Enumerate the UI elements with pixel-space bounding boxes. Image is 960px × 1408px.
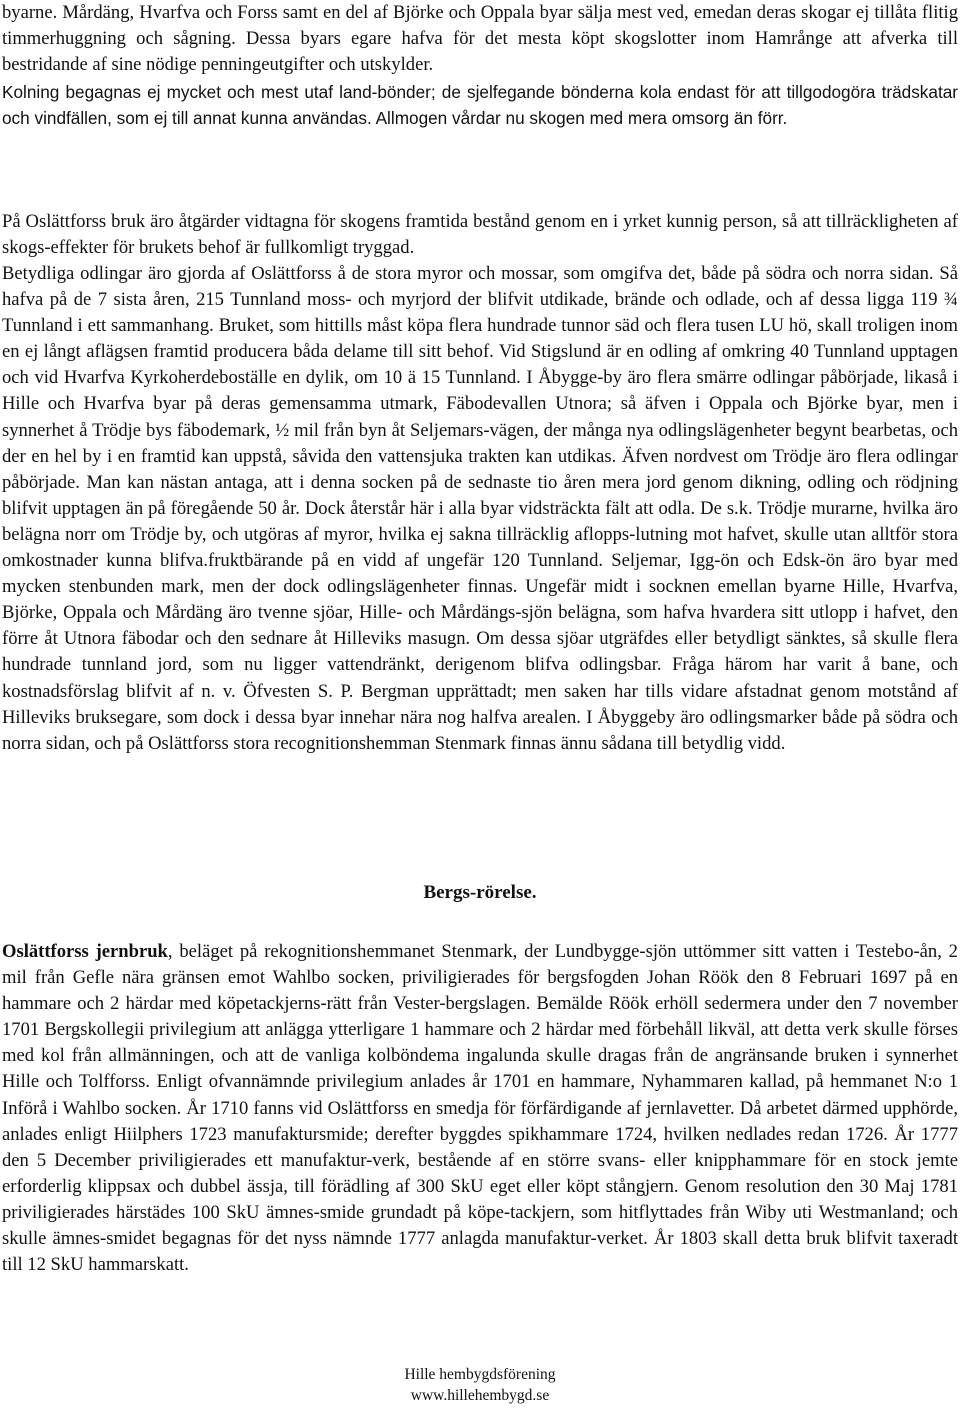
page-footer [0,1364,960,1406]
paragraph-top: byarne. Mårdäng, Hvarfva och Forss samt en del af Björke och Oppala byar sälja mest ved, emedan deras skogar ej tillåta flitig timmerhuggning och sågning. Dessa byars egare hafva för det mesta köpt skogslotter inom Hamrånge att afverka till bestridande af sine nödige penningeutgifter och utskylder. [2,2,958,76]
paragraph-jernbruk-body: , beläget på rekognitionshemmanet Stenmark, der Lundbygge-sjön uttömmer sitt vatten i Testebo-ån, 2 mil från Gefle nära gränsen emot Wahlbo socken, priviligierades för bergsfogden Johan Röök den 8 Februari 1697 på en hammare och 2 härdar med köpetackjerns-rätt från Vester-bergslagen. Bemälde Röök erhöll sedermera under den 7 november 1701 Bergskollegii privilegium att anlägga ytterligare 1 hammare och 2 härdar med förbehåll likväl, att detta verk skulle förses med kol från allmänningen, och att de vanliga kolböndema ingalunda skulle dragas från de angränsande bruken i synnerhet Hille och Tolfforss. Enligt ofvannämnde privilegium anlades år 1701 en hammare, Nyhammaren kallad, på hemmanet N:o 1 Införå i Wahlbo socken. År 1710 fanns vid Oslättforss en smedja för förfärdigande af jernlavetter. Då arbetet därmed upphörde, anlades enligt Hiilphers 1723 manufaktursmide; derefter byggdes spikhammare 1724, hvilken nedlades redan 1726. År 1777 den 5 December priviligierades ett manufaktur-verk, bestående af en större svans- eller knipphammare för en stock jemte erforderlig klippsax och dubbel ässja, till förädling af 300 SkU eget eller köpt stångjern. Genom resolution den 30 Maj 1781 priviligierades härstädes 100 SkU ämnes-smide grundadt på köpe-tackjern, som hitflyttades från Wiby uti Westmanland; och skulle ämnes-smidet begagnas för det nyss nämnde 1777 anlagda manufaktur-verket. År 1803 skall detta bruk blifvit taxeradt till 12 SkU hammarskatt. [2,941,958,1276]
paragraph-jernbruk [2,939,958,1278]
paragraph-jernbruk-lead: Oslättforss jernbruk [2,941,168,962]
paragraph-kolning: Kolning begagnas ej mycket och mest utaf land-bönder; de sjelfegande bönderna kola endast för att tillgodogöra trädskatar och vindfällen, som ej till annat kunna användas. Allmogen vårdar nu skogen med mera omsorg än förr. [2,82,958,129]
footer-url: www.hillehembygd.se [410,1387,550,1404]
paragraph-oslattforss-skog: På Oslättforss bruk äro åtgärder vidtagna för skogens framtida bestånd genom en i yrket kunnig person, så att tillräckligheten af skogs-effekter för brukets behof är fullkomligt tryggad. [2,211,958,259]
paragraph-odlingar: Betydliga odlingar äro gjorda af Oslättforss å de stora myror och mossar, som omgifva det, både på södra och norra sidan. Så hafva på de 7 sista åren, 215 Tunnland moss- och myrjord der blifvit utdikade, brände och odlade, och af dessa ligga 119 ¾ Tunnland i ett sammanhang. Bruket, som hittills måst köpa flera hundrade tunnor säd och flera tusen LU hö, skall troligen inom en ej långt aflägsen framtid producera båda delame till sitt behof. Vid Stigslund är en odling af omkring 40 Tunnland upptagen och vid Hvarfva Kyrkoherdeboställe en dylik, om 10 ä 15 Tunnland. I Åbygge-by äro flera smärre odlingar påbörjade, likaså i Hille och Hvarfva byar på deras gemensamma utmark, Fäbodevallen Utnora; så äfven i Oppala och Björke byar, men i synnerhet å Trödje bys fäbodemark, ½ mil från byn åt Seljemars-vägen, der många nya odlingslägenheter begynt bearbetas, och der en hel by i en framtid kan uppstå, såvida den vattensjuka trakten kan utdikas. Äfven nordvest om Trödje äro flera odlingar påbörjade. Man kan nästan antaga, att i denna socken på de sednaste tio åren mera jord genom dikning, odling och rödjning blifvit upptagen än på föregående 50 år. Dock återstår här i alla byar vidsträckta fält att odla. De s.k. Trödje murarne, hvilka äro belägna norr om Trödje by, och utgöras af myror, hvilka ej sakna tillräcklig aflopps-lutning mot hafvet, skulle utan alltför stora omkostnader kunna blifva.fruktbärande på en vidd af ungefär 120 Tunnland. Seljemar, Igg-ön och Edsk-ön äro byar med mycken stenbunden mark, men der dock odlingslägenheter finnas. Ungefär midt i socknen emellan byarne Hille, Hvarfva, Björke, Oppala och Mårdäng äro tvenne sjöar, Hille- och Mårdängs-sjön belägna, som hafva hvardera sitt utlopp i hafvet, den förre åt Utnora fäbodar och den sednare åt Hilleviks masugn. Om dessa sjöar utgräfdes eller betydligt sänktes, så skulle flera hundrade tunnland jord, som nu ligger vattendränkt, derigenom blifva odlingsbar. Fråga härom har varit å bane, och kostnadsförslag blifvit af n. v. Öfvesten S. P. Bergman upprättadt; men saken har tills vidare afstadnat genom motstånd af Hilleviks bruksegare, som dock i dessa byar innehar nära nog halfva arealen. I Åbyggeby äro odlingsmarker både på södra och norra sidan, och på Oslättforss stora recognitionshemman Stenmark finnas ännu sådana till betydlig vidd. [2,263,958,754]
section-heading: Bergs-rörelse. [423,882,537,903]
footer-org: Hille hembygdsförening [404,1366,556,1383]
